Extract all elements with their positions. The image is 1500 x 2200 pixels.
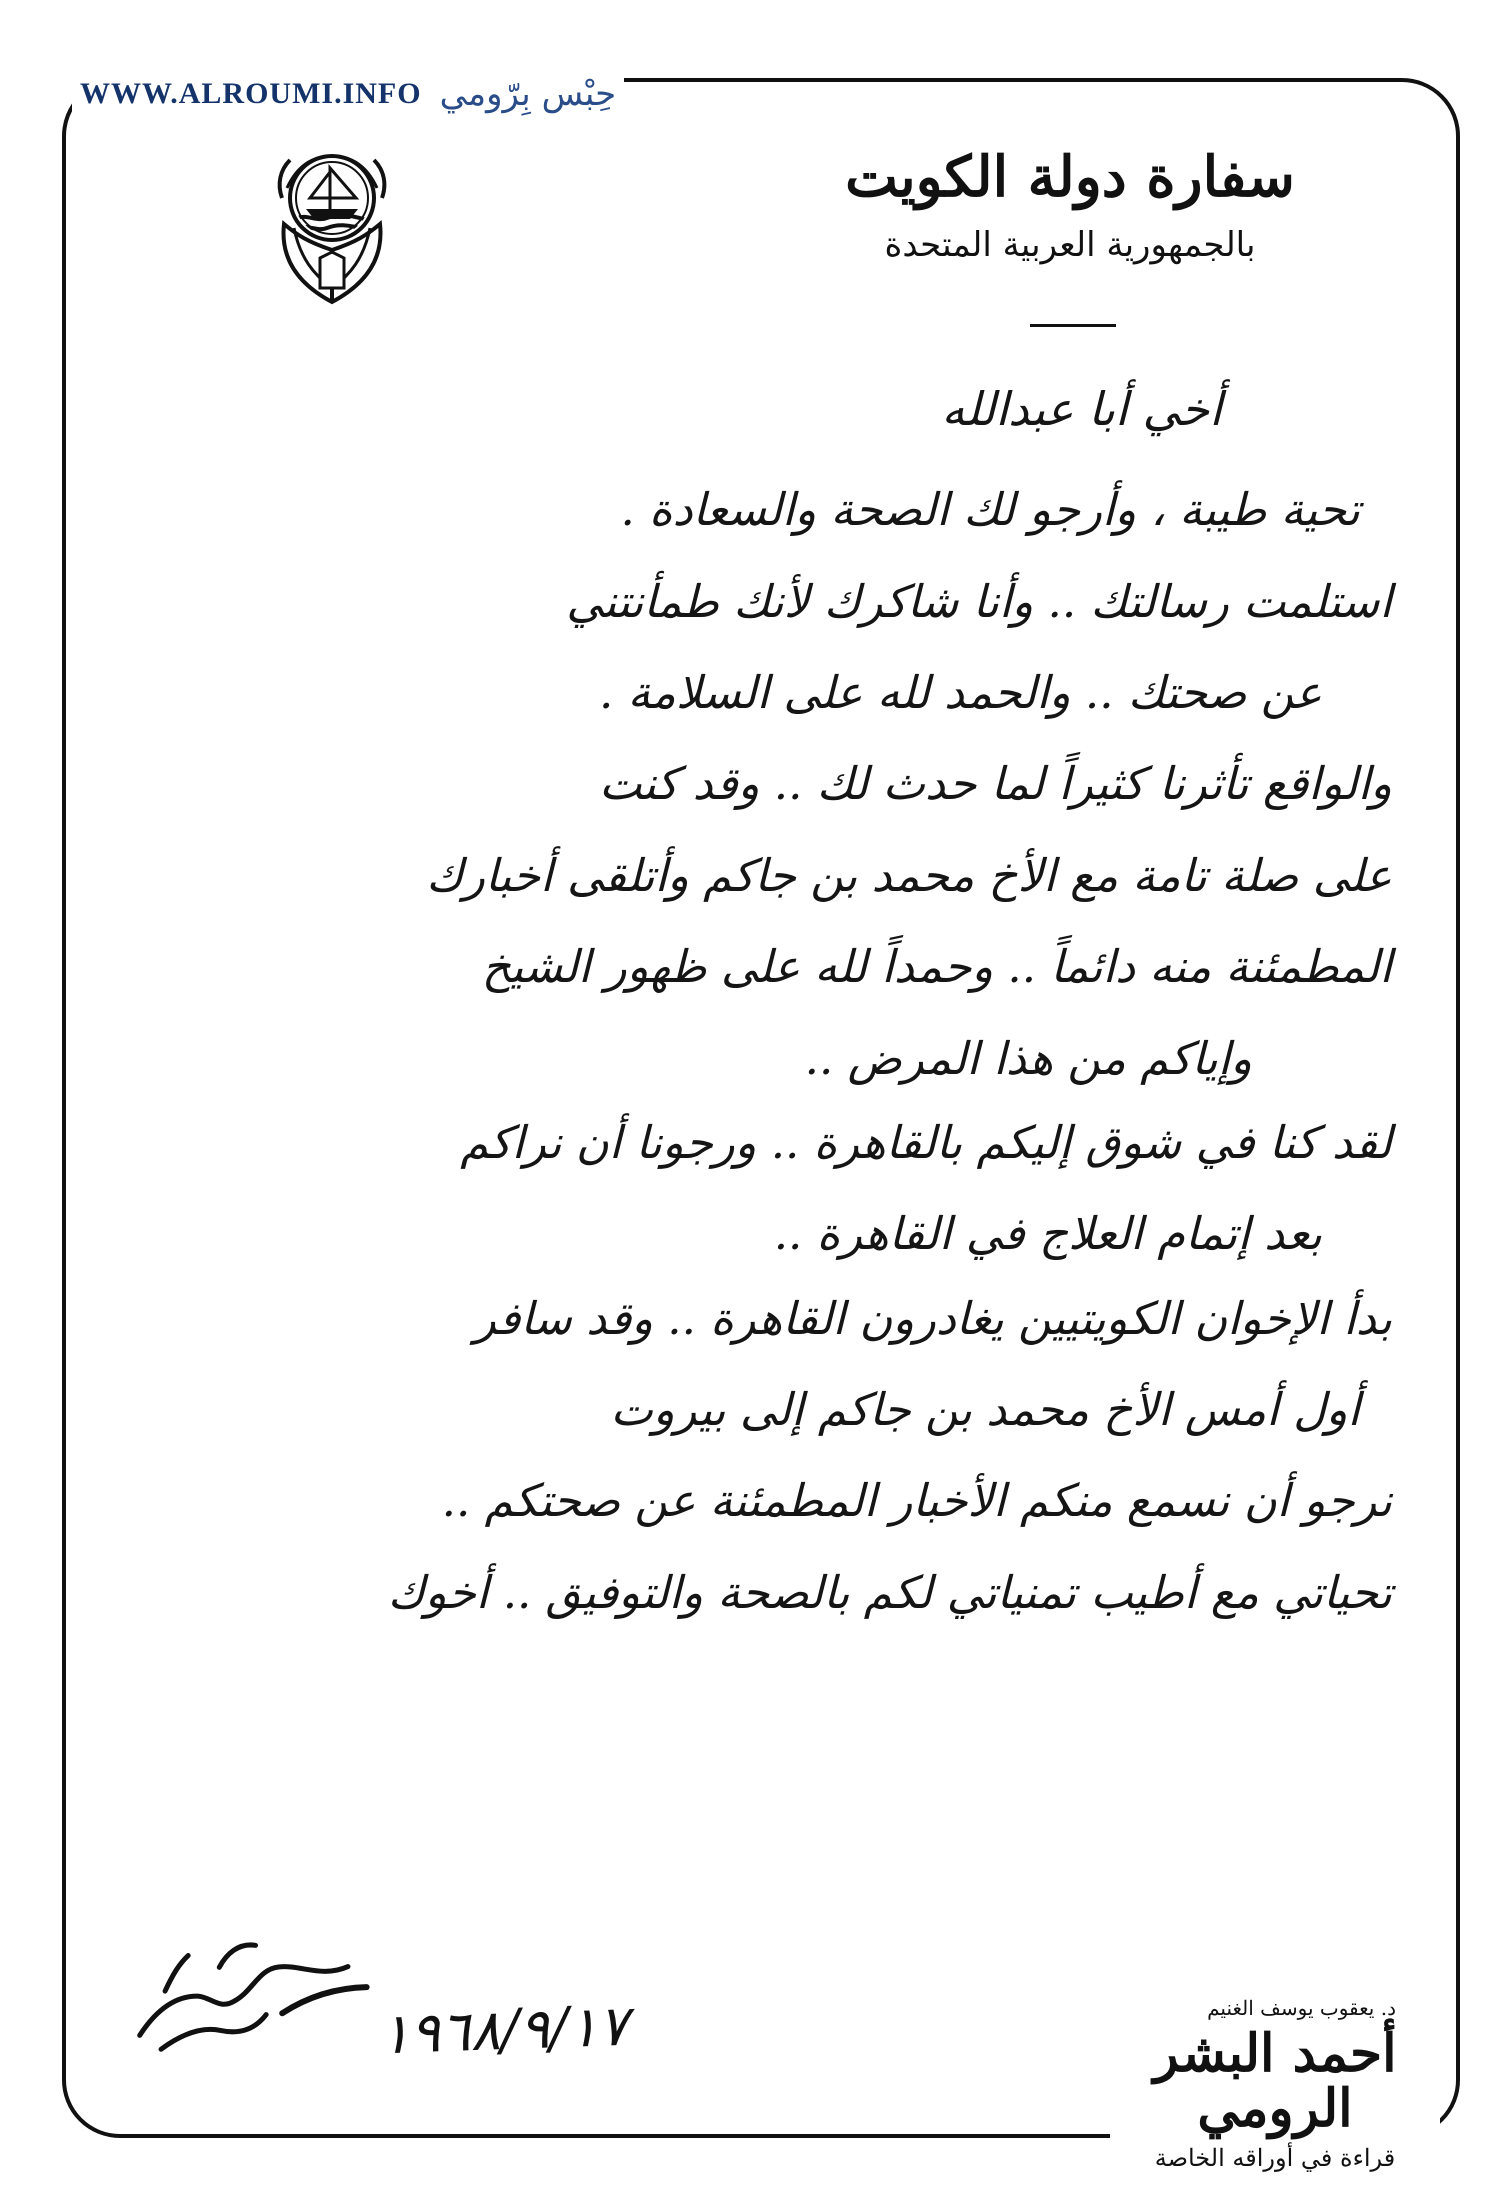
letter-line: على صلة تامة مع الأخ محمد بن جاكم وأتلقى أخبارك	[426, 848, 1392, 902]
source-subtitle: قراءة في أوراقه الخاصة	[1154, 2144, 1396, 2173]
letter-line: بعد إتمام العلاج في القاهرة ..	[773, 1207, 1322, 1261]
embassy-subtitle: بالجمهورية العربية المتحدة	[884, 224, 1256, 265]
letter-line: تحية طيبة ، وأرجو لك الصحة والسعادة .	[620, 483, 1360, 537]
letter-line: وإياكم من هذا المرض ..	[804, 1031, 1252, 1085]
title-divider	[1030, 324, 1116, 327]
letter-body	[128, 382, 1392, 1659]
letter-line: لقد كنا في شوق إليكم بالقاهرة .. ورجونا أن نراكم	[460, 1115, 1392, 1169]
source-box	[1110, 1990, 1440, 2180]
letter-line: نرجو أن نسمع منكم الأخبار المطمئنة عن صحتكم ..	[441, 1474, 1392, 1528]
letter-date: ١٩٦٨/٩/١٧	[378, 1993, 630, 2068]
letter-line: أول أمس الأخ محمد بن جاكم إلى بيروت	[610, 1383, 1360, 1437]
letter-line: تحياتي مع أطيب تمنياتي لكم بالصحة والتوفيق .. أخوك	[387, 1565, 1392, 1619]
source-author: د. يعقوب يوسف الغنيم	[1207, 1996, 1396, 2020]
watermark-name: حِبْس بِرّومي	[439, 74, 617, 114]
letter-line: عن صحتك .. والحمد لله على السلامة .	[599, 665, 1322, 719]
watermark-site: WWW.ALROUMI.INFO	[80, 77, 422, 110]
source-title: أحمد البشر الرومي	[1153, 2023, 1397, 2140]
embassy-title: سفارة دولة الكويت	[845, 144, 1295, 210]
letter-line: استلمت رسالتك .. وأنا شاكرك لأنك طمأنتني	[566, 574, 1392, 628]
kuwait-emblem-icon	[272, 140, 392, 310]
watermark	[72, 70, 624, 118]
letter-line: والواقع تأثرنا كثيراً لما حدث لك .. وقد كنت	[599, 757, 1392, 811]
letter-line: المطمئنة منه دائماً .. وحمداً لله على ظهور الشيخ	[481, 940, 1392, 994]
letterhead	[810, 144, 1330, 266]
letter-line: بدأ الإخوان الكويتيين يغادرون القاهرة .. وقد سافر	[474, 1291, 1392, 1345]
salutation: أخي أبا عبدالله	[941, 382, 1222, 436]
